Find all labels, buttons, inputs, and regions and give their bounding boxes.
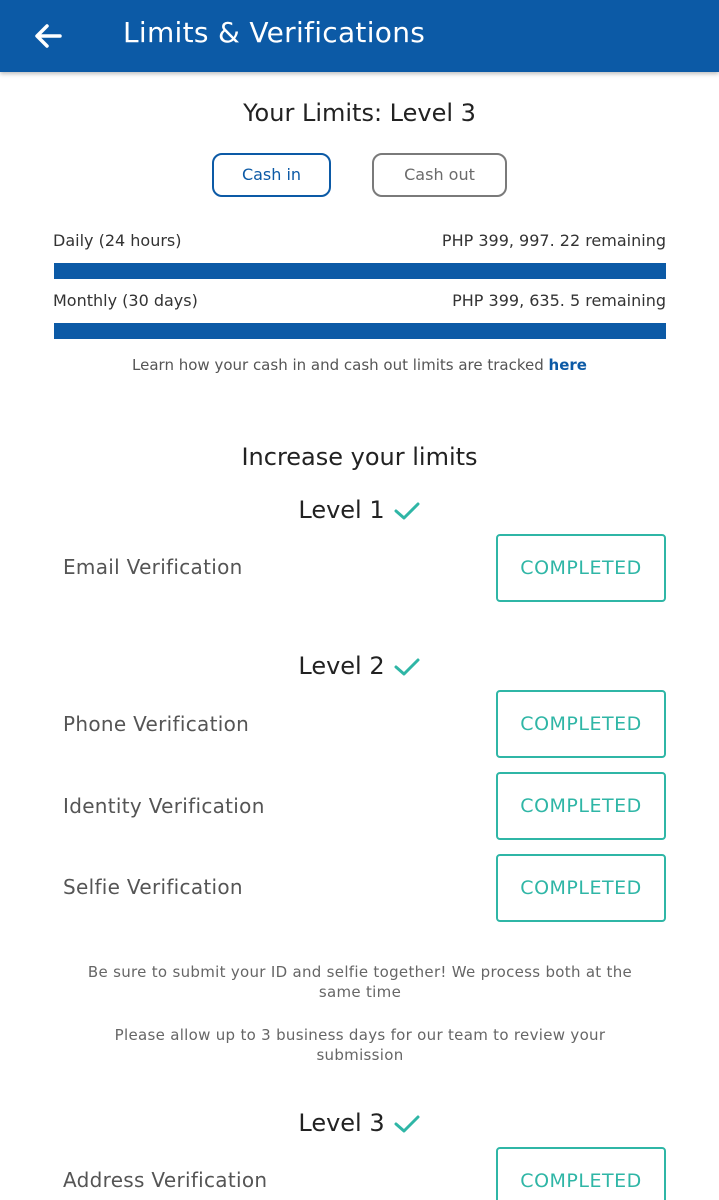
- daily-progress-fill: [54, 263, 666, 279]
- learn-more-label: Learn how your cash in and cash out limits are tracked: [132, 356, 549, 374]
- level-1-label: Level 1: [298, 496, 385, 524]
- learn-more-text: [0, 356, 719, 374]
- level-1-heading: [0, 496, 719, 524]
- selfie-verification-status-button[interactable]: COMPLETED: [496, 854, 666, 922]
- check-icon: [393, 1114, 421, 1134]
- level-2-heading: [0, 652, 719, 680]
- address-verification-status-button[interactable]: COMPLETED: [496, 1147, 666, 1200]
- tab-cash-in[interactable]: Cash in: [212, 153, 331, 197]
- email-verification-label: Email Verification: [63, 555, 243, 579]
- id-selfie-note: Be sure to submit your ID and selfie together! We process both at the same time: [87, 963, 633, 1001]
- level-3-label: Level 3: [298, 1109, 385, 1137]
- level-2-label: Level 2: [298, 652, 385, 680]
- review-time-note: Please allow up to 3 business days for our team to review your submission: [114, 1026, 606, 1064]
- daily-progress-bar: [54, 263, 666, 279]
- learn-more-link[interactable]: here: [548, 356, 587, 374]
- monthly-progress-fill: [54, 323, 666, 339]
- tab-cash-out[interactable]: Cash out: [372, 153, 507, 197]
- check-icon: [393, 657, 421, 677]
- limits-title: Your Limits: Level 3: [243, 99, 476, 127]
- identity-verification-label: Identity Verification: [63, 794, 265, 818]
- monthly-limit-label: Monthly (30 days): [53, 291, 198, 310]
- arrow-left-icon: [30, 18, 66, 54]
- level-3-heading: [0, 1109, 719, 1137]
- phone-verification-status-button[interactable]: COMPLETED: [496, 690, 666, 758]
- email-verification-status-button[interactable]: COMPLETED: [496, 534, 666, 602]
- page-title: Limits & Verifications: [123, 16, 426, 49]
- selfie-verification-label: Selfie Verification: [63, 875, 243, 899]
- phone-verification-label: Phone Verification: [63, 712, 250, 736]
- monthly-progress-bar: [54, 323, 666, 339]
- increase-limits-title: Increase your limits: [241, 443, 478, 471]
- identity-verification-status-button[interactable]: COMPLETED: [496, 772, 666, 840]
- daily-remaining: PHP 399, 997. 22 remaining: [441, 231, 666, 250]
- back-button[interactable]: [30, 18, 66, 54]
- daily-limit-label: Daily (24 hours): [53, 231, 182, 250]
- monthly-remaining: PHP 399, 635. 5 remaining: [452, 291, 666, 310]
- app-bar: [0, 0, 719, 72]
- check-icon: [393, 501, 421, 521]
- address-verification-label: Address Verification: [63, 1168, 268, 1192]
